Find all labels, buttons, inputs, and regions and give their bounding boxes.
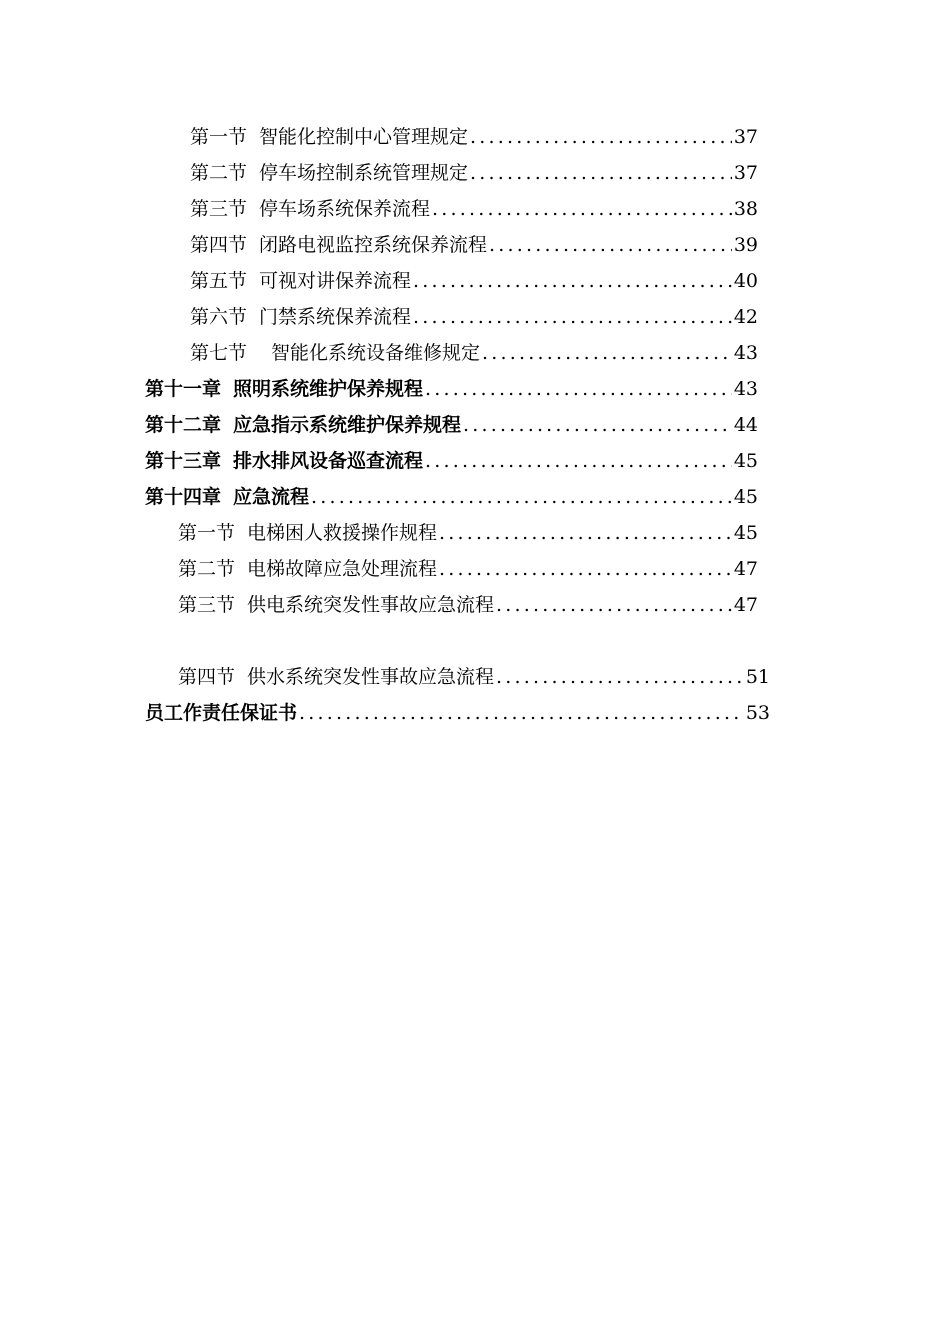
- toc-leader: [413, 266, 732, 296]
- toc-entry-title: 第十三章 排水排风设备巡查流程: [145, 450, 424, 472]
- toc-entry[interactable]: [178, 554, 758, 584]
- toc-page-number: 37: [733, 162, 758, 184]
- toc-page-number: 43: [733, 342, 758, 364]
- toc-entry[interactable]: [145, 410, 758, 440]
- toc-leader: [439, 554, 732, 584]
- toc-leader: [413, 302, 732, 332]
- toc-leader: [463, 410, 732, 440]
- toc-page-number: 44: [733, 414, 758, 436]
- toc-entry-title: 第十一章 照明系统维护保养规程: [145, 378, 424, 400]
- toc-leader: [470, 158, 732, 188]
- toc-entry-title: 员工作责任保证书: [145, 702, 298, 724]
- toc-entry[interactable]: [190, 302, 758, 332]
- toc-page-number: 43: [733, 378, 758, 400]
- toc-page-number: 47: [733, 558, 758, 580]
- toc-entry[interactable]: [190, 230, 758, 260]
- toc-page-number: 47: [733, 594, 758, 616]
- toc-leader: [496, 662, 744, 692]
- toc-entry-title: 第四节 供水系统突发性事故应急流程: [178, 666, 495, 688]
- toc-leader: [299, 698, 744, 728]
- toc-entry-title: 第六节 门禁系统保养流程: [190, 306, 412, 328]
- toc-leader: [425, 374, 732, 404]
- toc-leader: [482, 338, 732, 368]
- toc-entry-title: 第五节 可视对讲保养流程: [190, 270, 412, 292]
- toc-entry[interactable]: [178, 590, 758, 620]
- toc-entry[interactable]: [190, 266, 758, 296]
- toc-leader: [439, 518, 732, 548]
- toc-entry-title: 第十二章 应急指示系统维护保养规程: [145, 414, 462, 436]
- toc-entry-title: 第十四章 应急流程: [145, 486, 310, 508]
- toc-entry[interactable]: [178, 662, 770, 692]
- toc-page-number: 45: [733, 486, 758, 508]
- toc-entry-title: 第二节 电梯故障应急处理流程: [178, 558, 438, 580]
- toc-entry[interactable]: [145, 374, 758, 404]
- toc-page-number: 53: [745, 702, 770, 724]
- toc-entry[interactable]: [145, 482, 758, 512]
- toc-page-number: 51: [745, 666, 770, 688]
- toc-entry[interactable]: [145, 446, 758, 476]
- toc-leader: [489, 230, 732, 260]
- toc-entry-title: 第一节 智能化控制中心管理规定: [190, 126, 469, 148]
- toc-entry[interactable]: [145, 698, 770, 728]
- toc-entry-title: 第四节 闭路电视监控系统保养流程: [190, 234, 488, 256]
- toc-entry-title: 第七节 智能化系统设备维修规定: [190, 342, 481, 364]
- toc-leader: [470, 122, 732, 152]
- toc-leader: [311, 482, 732, 512]
- toc-page-number: 37: [733, 126, 758, 148]
- toc-leader: [425, 446, 732, 476]
- toc-page-number: 45: [733, 522, 758, 544]
- toc-entry-title: 第三节 停车场系统保养流程: [190, 198, 431, 220]
- toc-entry[interactable]: [190, 122, 758, 152]
- toc-page-number: 45: [733, 450, 758, 472]
- toc-entry-title: 第一节 电梯困人救援操作规程: [178, 522, 438, 544]
- toc-page-number: 40: [733, 270, 758, 292]
- toc-entry[interactable]: [190, 194, 758, 224]
- toc-page-number: 42: [733, 306, 758, 328]
- toc-entry-title: 第三节 供电系统突发性事故应急流程: [178, 594, 495, 616]
- toc-entry[interactable]: [190, 158, 758, 188]
- toc-page-number: 39: [733, 234, 758, 256]
- toc-leader: [496, 590, 732, 620]
- toc-entry-title: 第二节 停车场控制系统管理规定: [190, 162, 469, 184]
- toc-entry[interactable]: [190, 338, 758, 368]
- toc-leader: [432, 194, 732, 224]
- toc-page-number: 38: [733, 198, 758, 220]
- toc-entry[interactable]: [178, 518, 758, 548]
